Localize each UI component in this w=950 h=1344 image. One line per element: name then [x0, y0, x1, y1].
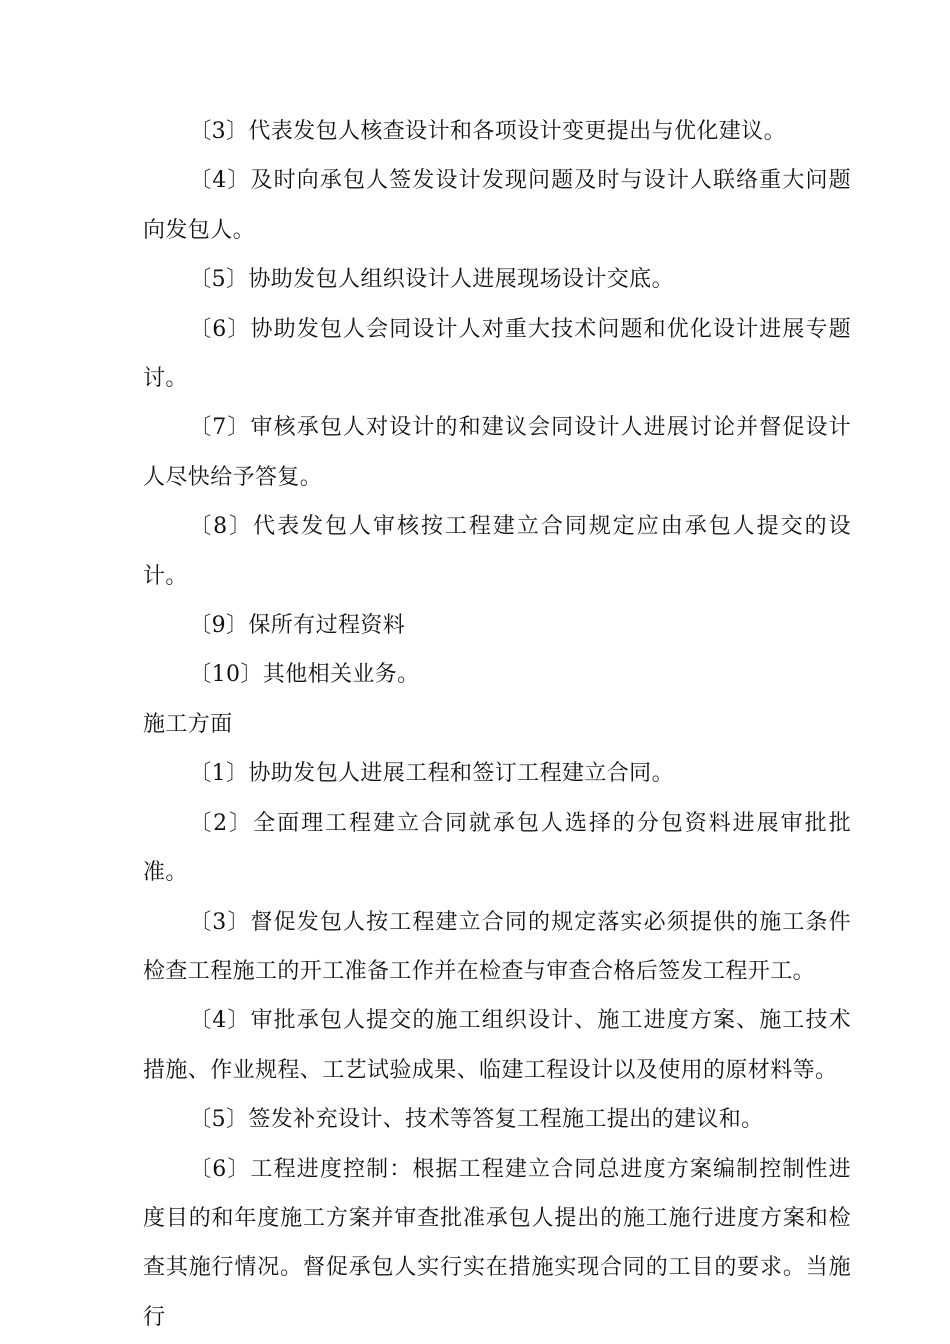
- paragraph-construction-5: 〔5〕签发补充设计、技术等答复工程施工提出的建议和。: [189, 1107, 764, 1133]
- paragraph-construction-3: 〔3〕督促发包人按工程建立合同的规定落实必须提供的施工条件检查工程施工的开工准备工作并在检查与审查合格后签发工程开工。: [143, 909, 851, 984]
- paragraph-design-8: 〔8〕代表发包人审核按工程建立合同规定应由承包人提交的设计。: [143, 514, 851, 589]
- paragraph-construction-2: 〔2〕全面理工程建立合同就承包人选择的分包资料进展审批批准。: [143, 810, 851, 886]
- paragraph-design-5: 〔5〕协助发包人组织设计人进展现场设计交底。: [189, 267, 674, 293]
- paragraph-design-6: 〔6〕协助发包人会同设计人对重大技术问题和优化设计进展专题讨。: [143, 316, 851, 392]
- section-heading-construction: 施工方面: [143, 711, 233, 737]
- paragraph-construction-4: 〔4〕审批承包人提交的施工组织设计、施工进度方案、施工技术措施、作业规程、工艺试验成果、临建工程设计以及使用的原材料等。: [143, 1008, 851, 1083]
- paragraph-design-3: 〔3〕代表发包人核查设计和各项设计变更提出与优化建议。: [189, 119, 786, 144]
- paragraph-design-9: 〔9〕保所有过程资料: [189, 613, 406, 639]
- paragraph-design-7: 〔7〕审核承包人对设计的和建议会同设计人进展讨论并督促设计人尽快给予答复。: [143, 415, 851, 490]
- paragraph-construction-6: 〔6〕工程进度控制：根据工程建立合同总进度方案编制控制性进度目的和年度施工方案并审查批准承包人提出的施工施行进度方案和检查其施行情况。督促承包人实行实在措施实现合同的工目的要求。当施行: [143, 1156, 851, 1330]
- paragraph-design-10: 〔10〕其他相关业务。: [189, 662, 420, 688]
- paragraph-design-4: 〔4〕及时向承包人签发设计发现问题及时与设计人联络重大问题向发包人。: [143, 168, 851, 243]
- document-body: [143, 107, 851, 1342]
- paragraph-construction-1: 〔1〕协助发包人进展工程和签订工程建立合同。: [189, 761, 674, 787]
